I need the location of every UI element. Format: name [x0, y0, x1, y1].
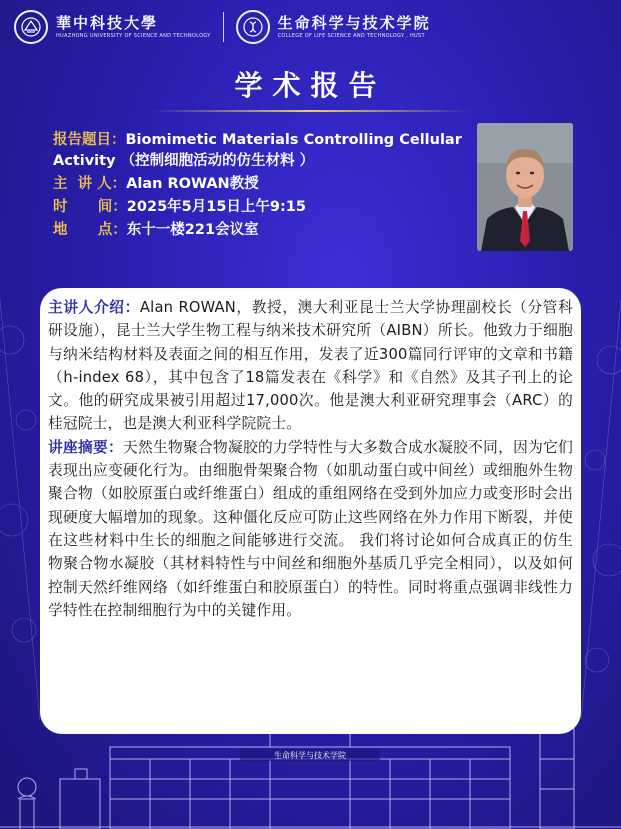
content-card [40, 288, 581, 734]
topic-label: 报告题目： [53, 132, 126, 148]
time-row [53, 197, 463, 218]
decorative-left-pattern [0, 300, 40, 720]
place-value: 东十一楼221会议室 [126, 222, 259, 239]
campus-building-illustration [0, 719, 621, 829]
topic-value: Biomimetic Materials Controlling Cellular Activity （控制细胞活动的仿生材料 ） [53, 132, 462, 170]
college-emblem-icon [236, 10, 270, 44]
time-value: 2025年5月15日上午9:15 [126, 199, 306, 216]
bio-text: Alan ROWAN，教授，澳大利亚昆士兰大学协理副校长（分管科研设施），昆士兰大学生物工程与纳米技术研究所（AIBN）所长。他致力于细胞与纳米结构材料及表面之间的相互作用，发表了近300篇同行评审的文章和书籍（h-index 68），其中包含了18篇发表在《科学》和《自然》及其子刊上的论文。他的研究成果被引用超过17,000次。他是澳大利亚研究理事会（ARC）的桂冠院士，也是澳大利亚科学院院士。 [48, 299, 573, 433]
logo-divider [223, 12, 224, 42]
university-name-cn: 華中科技大學 [56, 13, 159, 32]
college-name [277, 13, 431, 39]
place-label: 地 点： [53, 222, 127, 239]
speaker-photo [477, 123, 573, 251]
abstract-label: 讲座摘要： [48, 438, 124, 456]
place-row [53, 220, 463, 241]
title-divider [150, 110, 471, 112]
topic-row [53, 130, 463, 172]
university-name-en: HUAZHONG UNIVERSITY OF SCIENCE AND TECHNOLOGY [56, 32, 211, 39]
university-name [56, 13, 211, 39]
university-emblem-icon [14, 10, 48, 44]
speaker-value: Alan ROWAN教授 [126, 176, 259, 193]
college-name-cn: 生命科学与技术学院 [277, 13, 431, 32]
decorative-right-pattern [581, 300, 621, 720]
bio-label: 主讲人介绍： [48, 299, 140, 316]
abstract-paragraph [48, 436, 573, 622]
header-logos [14, 10, 431, 44]
campus-sign: 生命科学与技术学院 [274, 751, 346, 760]
abstract-text: 天然生物聚合物凝胶的力学特性与大多数合成水凝胶不同，因为它们表现出应变硬化行为。由细胞骨架聚合物（如肌动蛋白或中间丝）或细胞外生物聚合物（如胶原蛋白或纤维蛋白）组成的重组网络在受到外加应力或变形时会出现硬度大幅增加的现象。这种僵化反应可防止这些网络在外力作用下断裂，并使在这些材料中生长的细胞之间能够进行交流。 我们将讨论如何合成真正的仿生物聚合物水凝胶（其材料特性与中间丝和细胞外基质几乎完全相同），以及如何控制天然纤维网络（如纤维蛋白和胶原蛋白）的特性。同时将重点强调非线性力学特性在控制细胞行为中的关键作用。 [48, 438, 573, 619]
speaker-label: 主 讲 人： [53, 176, 127, 193]
speaker-row [53, 174, 463, 195]
bio-paragraph [48, 296, 573, 436]
lecture-info [53, 130, 463, 243]
page-title: 学术报告 [234, 69, 387, 102]
time-label: 时 间： [53, 199, 127, 216]
college-name-en: COLLEGE OF LIFE SCIENCE AND TECHNOLOGY , HUST [277, 32, 425, 39]
